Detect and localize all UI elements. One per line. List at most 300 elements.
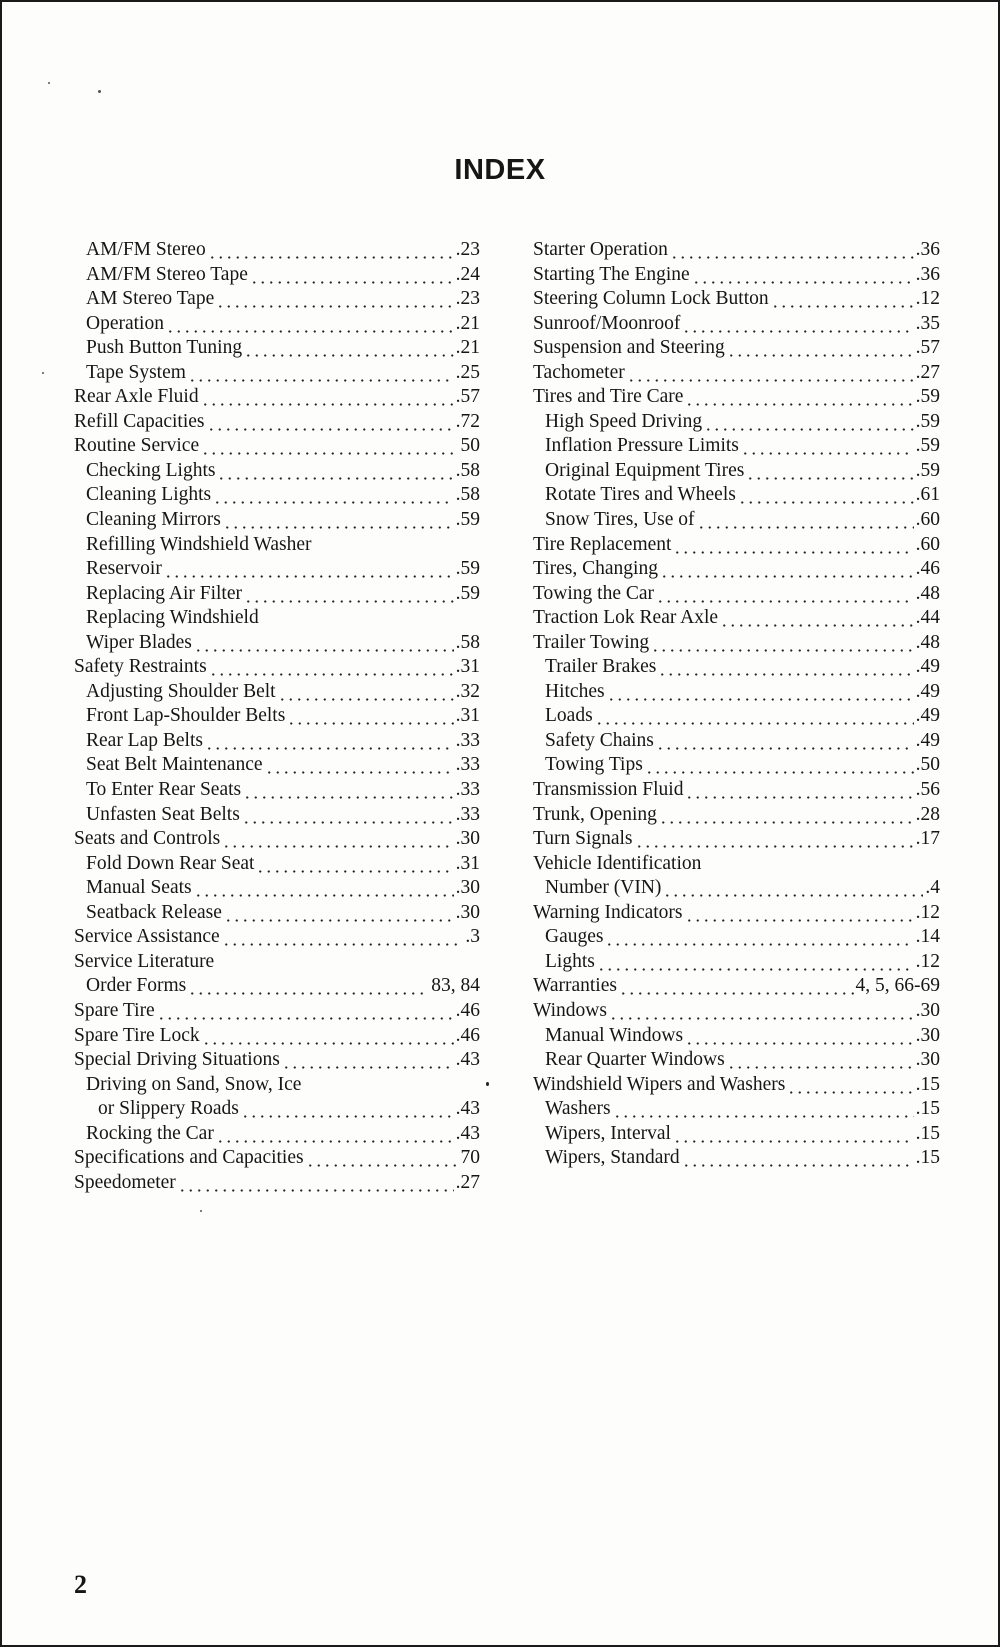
index-entry: [533, 1146, 940, 1171]
dot-leader: [738, 483, 914, 508]
entry-page-number: .48: [915, 582, 940, 604]
index-entry: [74, 655, 480, 680]
index-entry: [74, 950, 480, 975]
index-entry: [74, 704, 480, 729]
entry-page-number: .61: [915, 484, 940, 506]
index-entry: [74, 901, 480, 926]
index-column-left: [74, 238, 480, 1195]
index-entry: [533, 1024, 940, 1049]
index-entry: [533, 753, 940, 778]
index-entry: [74, 680, 480, 705]
index-entry: [533, 1048, 940, 1073]
entry-label: Turn Signals: [533, 828, 633, 850]
index-entry: [74, 263, 480, 288]
entry-label: Safety Chains: [545, 729, 654, 751]
index-entry: [533, 925, 940, 950]
entry-page-number: .12: [915, 288, 940, 310]
entry-page-number: .21: [455, 312, 480, 334]
index-entry: [533, 1073, 940, 1098]
entry-label: AM Stereo Tape: [86, 288, 215, 310]
scan-speck: [98, 90, 101, 93]
scan-speck: [48, 82, 50, 84]
dot-leader: [306, 1146, 459, 1171]
entry-page-number: .59: [915, 386, 940, 408]
index-entry: [533, 631, 940, 656]
index-entry: [74, 1171, 480, 1196]
dot-leader: [685, 1024, 914, 1049]
entry-label: Service Assistance: [74, 926, 220, 948]
entry-label: Tape System: [86, 361, 186, 383]
index-entry: [74, 1073, 480, 1098]
dot-leader: [627, 361, 914, 386]
index-entry: [74, 1024, 480, 1049]
entry-label: Original Equipment Tires: [545, 459, 745, 481]
dot-leader: [194, 631, 454, 656]
dot-leader: [207, 410, 454, 435]
entry-label: Tachometer: [533, 361, 625, 383]
entry-page-number: .49: [915, 729, 940, 751]
dot-leader: [659, 803, 914, 828]
entry-label: Trailer Brakes: [545, 656, 657, 678]
entry-label: Windshield Wipers and Washers: [533, 1073, 786, 1095]
entry-page-number: .30: [915, 999, 940, 1021]
entry-label: Transmission Fluid: [533, 779, 684, 801]
index-entry: [74, 999, 480, 1024]
entry-label: Gauges: [545, 926, 604, 948]
index-entry: [533, 827, 940, 852]
index-entry: [74, 729, 480, 754]
dot-leader: [256, 852, 453, 877]
index-entry: [533, 1097, 940, 1122]
index-entry: [74, 1146, 480, 1171]
index-entry: [533, 483, 940, 508]
index-entry: [533, 238, 940, 263]
index-entry: [533, 287, 940, 312]
dot-leader: [242, 803, 454, 828]
entry-label: Towing the Car: [533, 582, 655, 604]
index-column-right: [533, 238, 940, 1171]
entry-page-number: .59: [915, 410, 940, 432]
entry-page-number: .33: [455, 754, 480, 776]
entry-page-number: .15: [915, 1098, 940, 1120]
entry-page-number: .30: [455, 901, 480, 923]
dot-leader: [658, 655, 913, 680]
entry-page-number: .49: [915, 656, 940, 678]
entry-label: Sunroof/Moonroof: [533, 312, 681, 334]
dot-leader: [201, 434, 458, 459]
index-entry: [533, 312, 940, 337]
entry-page-number: .58: [455, 631, 480, 653]
index-entry: [74, 410, 480, 435]
dot-leader: [201, 385, 454, 410]
index-entry: [533, 459, 940, 484]
dot-leader: [194, 876, 454, 901]
entry-label: Order Forms: [86, 975, 187, 997]
entry-label: Routine Service: [74, 435, 200, 457]
dot-leader: [746, 459, 913, 484]
entry-label: Tire Replacement: [533, 533, 672, 555]
entry-label: Starter Operation: [533, 239, 668, 260]
entry-page-number: .36: [915, 263, 940, 285]
entry-label: Seatback Release: [86, 901, 222, 923]
entry-page-number: .27: [455, 1171, 480, 1193]
entry-page-number: .23: [455, 288, 480, 310]
entry-page-number: .49: [915, 705, 940, 727]
entry-page-number: .27: [915, 361, 940, 383]
entry-page-number: .49: [915, 680, 940, 702]
entry-label: Warranties: [533, 975, 617, 997]
dot-leader: [178, 1171, 454, 1196]
entry-label: Hitches: [545, 680, 605, 702]
entry-page-number: .21: [455, 337, 480, 359]
entry-label: Snow Tires, Use of: [545, 509, 695, 531]
dot-leader: [164, 557, 454, 582]
entry-label: Seat Belt Maintenance: [86, 754, 263, 776]
entry-page-number: .60: [915, 509, 940, 531]
dot-leader: [216, 1122, 454, 1147]
entry-label: Suspension and Steering: [533, 337, 725, 359]
index-entry: [533, 950, 940, 975]
index-entry: [533, 606, 940, 631]
page-number: 2: [74, 1570, 87, 1599]
entry-page-number: .59: [915, 435, 940, 457]
index-entry: [533, 410, 940, 435]
entry-page-number: .46: [455, 999, 480, 1021]
entry-label: Number (VIN): [545, 877, 662, 899]
dot-leader: [241, 1097, 454, 1122]
entry-page-number: .28: [915, 803, 940, 825]
entry-page-number: .30: [455, 828, 480, 850]
entry-page-number: .3: [465, 926, 480, 948]
dot-leader: [635, 827, 914, 852]
dot-leader: [223, 508, 454, 533]
index-entry: [74, 483, 480, 508]
dot-leader: [188, 974, 429, 999]
entry-page-number: .58: [455, 484, 480, 506]
entry-page-number: 4, 5, 66-69: [855, 975, 940, 997]
index-entry: [533, 434, 940, 459]
entry-page-number: .46: [915, 558, 940, 580]
entry-page-number: .60: [915, 533, 940, 555]
dot-leader: [213, 483, 454, 508]
entry-label: Traction Lok Rear Axle: [533, 607, 719, 629]
index-entry: [533, 680, 940, 705]
index-entry: [533, 704, 940, 729]
entry-page-number: .33: [455, 803, 480, 825]
index-entry: [74, 533, 480, 558]
dot-leader: [278, 680, 454, 705]
entry-label: Seats and Controls: [74, 828, 221, 850]
dot-leader: [224, 901, 454, 926]
dot-leader: [663, 876, 923, 901]
entry-page-number: .31: [455, 705, 480, 727]
entry-label: Cleaning Mirrors: [86, 509, 221, 531]
dot-leader: [656, 582, 914, 607]
entry-label: Special Driving Situations: [74, 1049, 280, 1071]
dot-leader: [609, 999, 914, 1024]
entry-page-number: .48: [915, 631, 940, 653]
entry-label: Rocking the Car: [86, 1122, 214, 1144]
dot-leader: [720, 606, 914, 631]
entry-page-number: .44: [915, 607, 940, 629]
entry-page-number: .30: [915, 1049, 940, 1071]
entry-page-number: .15: [915, 1073, 940, 1095]
entry-label: High Speed Driving: [545, 410, 703, 432]
dot-leader: [222, 827, 453, 852]
index-entry: [74, 827, 480, 852]
dot-leader: [243, 778, 454, 803]
index-entry: [74, 803, 480, 828]
index-entry: [74, 1122, 480, 1147]
entry-page-number: 70: [460, 1147, 480, 1169]
dot-leader: [250, 263, 454, 288]
index-entry: [74, 631, 480, 656]
entry-label: Adjusting Shoulder Belt: [86, 680, 276, 702]
index-entry: [74, 434, 480, 459]
entry-page-number: .43: [455, 1098, 480, 1120]
entry-page-number: .12: [915, 901, 940, 923]
entry-label: Spare Tire: [74, 999, 155, 1021]
index-entry: [74, 508, 480, 533]
dot-leader: [670, 238, 914, 263]
entry-page-number: .17: [915, 828, 940, 850]
entry-label: Tires and Tire Care: [533, 386, 684, 408]
dot-leader: [727, 1048, 914, 1073]
index-entry: [533, 508, 940, 533]
dot-leader: [771, 287, 914, 312]
entry-label: Rear Quarter Windows: [545, 1049, 725, 1071]
dot-leader: [216, 287, 453, 312]
entry-page-number: .33: [455, 729, 480, 751]
entry-label: Towing Tips: [545, 754, 643, 776]
dot-leader: [209, 655, 454, 680]
entry-page-number: .30: [915, 1024, 940, 1046]
dot-leader: [697, 508, 914, 533]
entry-label: Specifications and Capacities: [74, 1147, 304, 1169]
dot-leader: [282, 1048, 454, 1073]
dot-leader: [202, 1024, 454, 1049]
dot-leader: [685, 901, 914, 926]
entry-label: Rear Axle Fluid: [74, 386, 199, 408]
entry-page-number: .12: [915, 950, 940, 972]
index-entry: [533, 361, 940, 386]
entry-page-number: .32: [455, 680, 480, 702]
entry-label: Rotate Tires and Wheels: [545, 484, 736, 506]
entry-label: Replacing Windshield: [86, 607, 259, 629]
entry-label: Operation: [86, 312, 164, 334]
entry-label: Starting The Engine: [533, 263, 690, 285]
entry-label: Fold Down Rear Seat: [86, 852, 255, 874]
entry-label: Cleaning Lights: [86, 484, 212, 506]
index-entry: [74, 1048, 480, 1073]
dot-leader: [673, 1122, 914, 1147]
entry-label: Checking Lights: [86, 459, 216, 481]
entry-label: To Enter Rear Seats: [86, 779, 242, 801]
dot-leader: [619, 974, 854, 999]
entry-page-number: 83, 84: [431, 975, 480, 997]
entry-label: Loads: [545, 705, 593, 727]
entry-label: Warning Indicators: [533, 901, 683, 923]
entry-page-number: .43: [455, 1122, 480, 1144]
entry-label: Replacing Air Filter: [86, 582, 242, 604]
dot-leader: [704, 410, 914, 435]
dot-leader: [217, 459, 453, 484]
index-entry: [533, 263, 940, 288]
dot-leader: [222, 925, 464, 950]
index-entry: [74, 974, 480, 999]
dot-leader: [682, 312, 913, 337]
dot-leader: [656, 729, 914, 754]
index-entry: [533, 557, 940, 582]
dot-leader: [660, 557, 914, 582]
entry-page-number: .50: [915, 754, 940, 776]
index-entry: [74, 385, 480, 410]
dot-leader: [208, 238, 454, 263]
index-entry: [533, 876, 940, 901]
entry-page-number: .57: [455, 386, 480, 408]
index-entry: [74, 606, 480, 631]
entry-page-number: .59: [455, 558, 480, 580]
dot-leader: [188, 361, 454, 386]
entry-page-number: .72: [455, 410, 480, 432]
entry-label: AM/FM Stereo Tape: [86, 263, 248, 285]
entry-page-number: .15: [915, 1147, 940, 1169]
index-entry: [74, 557, 480, 582]
entry-label: Manual Seats: [86, 877, 192, 899]
index-entry: [533, 778, 940, 803]
entry-page-number: 50: [460, 435, 480, 457]
dot-leader: [595, 704, 914, 729]
index-entry: [533, 1122, 940, 1147]
entry-page-number: .24: [455, 263, 480, 285]
entry-page-number: .58: [455, 459, 480, 481]
entry-page-number: .25: [455, 361, 480, 383]
index-entry: [74, 852, 480, 877]
entry-label: Trunk, Opening: [533, 803, 657, 825]
index-entry: [74, 876, 480, 901]
entry-page-number: .14: [915, 926, 940, 948]
index-entry: [533, 901, 940, 926]
scan-speck: [200, 1210, 202, 1212]
dot-leader: [682, 1146, 914, 1171]
dot-leader: [607, 680, 914, 705]
entry-page-number: .33: [455, 779, 480, 801]
dot-leader: [692, 263, 914, 288]
entry-label: Refilling Windshield Washer: [86, 533, 312, 555]
entry-page-number: .59: [915, 459, 940, 481]
index-entry: [533, 974, 940, 999]
entry-page-number: .57: [915, 337, 940, 359]
dot-leader: [244, 336, 454, 361]
entry-label: Front Lap-Shoulder Belts: [86, 705, 286, 727]
entry-page-number: .31: [455, 852, 480, 874]
entry-page-number: .36: [915, 239, 940, 260]
entry-label: Rear Lap Belts: [86, 729, 203, 751]
entry-label: Speedometer: [74, 1171, 176, 1193]
scan-speck: [486, 1082, 489, 1086]
entry-label: Lights: [545, 950, 595, 972]
index-entry: [74, 238, 480, 263]
dot-leader: [597, 950, 914, 975]
entry-label: Reservoir: [86, 558, 162, 580]
index-entry: [533, 803, 940, 828]
index-entry: [74, 312, 480, 337]
index-entry: [74, 336, 480, 361]
index-entry: [74, 459, 480, 484]
entry-label: Wipers, Standard: [545, 1147, 680, 1169]
dot-leader: [205, 729, 454, 754]
dot-leader: [685, 385, 913, 410]
index-entry: [533, 385, 940, 410]
dot-leader: [265, 753, 454, 778]
dot-leader: [645, 753, 914, 778]
entry-label: Washers: [545, 1098, 611, 1120]
entry-page-number: .56: [915, 779, 940, 801]
entry-label: Tires, Changing: [533, 558, 658, 580]
dot-leader: [157, 999, 454, 1024]
entry-label: Push Button Tuning: [86, 337, 243, 359]
index-entry: [533, 999, 940, 1024]
entry-label: Steering Column Lock Button: [533, 288, 769, 310]
index-entry: [533, 533, 940, 558]
entry-page-number: .23: [455, 239, 480, 260]
entry-label: Wipers, Interval: [545, 1122, 671, 1144]
scan-speck: [42, 372, 44, 374]
entry-label: Refill Capacities: [74, 410, 205, 432]
entry-label: Vehicle Identification: [533, 852, 702, 874]
entry-label: Trailer Towing: [533, 631, 650, 653]
page-title: INDEX: [454, 154, 546, 186]
dot-leader: [287, 704, 453, 729]
dot-leader: [605, 925, 913, 950]
entry-label: Wiper Blades: [86, 631, 192, 653]
entry-label: Inflation Pressure Limits: [545, 435, 739, 457]
dot-leader: [673, 533, 913, 558]
index-entry: [74, 287, 480, 312]
dot-leader: [244, 582, 454, 607]
dot-leader: [685, 778, 913, 803]
entry-page-number: .30: [455, 877, 480, 899]
entry-label: Windows: [533, 999, 607, 1021]
entry-page-number: .35: [915, 312, 940, 334]
dot-leader: [166, 312, 454, 337]
index-entry: [74, 1097, 480, 1122]
entry-label: AM/FM Stereo: [86, 239, 206, 260]
index-entry: [533, 582, 940, 607]
entry-page-number: .31: [455, 656, 480, 678]
index-entry: [74, 778, 480, 803]
dot-leader: [613, 1097, 914, 1122]
index-entry: [533, 336, 940, 361]
index-entry: [74, 753, 480, 778]
dot-leader: [727, 336, 914, 361]
dot-leader: [787, 1073, 913, 1098]
entry-page-number: .59: [455, 582, 480, 604]
entry-label: Manual Windows: [545, 1024, 684, 1046]
entry-page-number: .46: [455, 1024, 480, 1046]
index-entry: [74, 582, 480, 607]
index-entry: [533, 852, 940, 877]
entry-label: Driving on Sand, Snow, Ice: [86, 1073, 302, 1095]
index-entry: [533, 655, 940, 680]
dot-leader: [741, 434, 914, 459]
entry-label: Unfasten Seat Belts: [86, 803, 240, 825]
index-entry: [74, 361, 480, 386]
entry-page-number: .15: [915, 1122, 940, 1144]
entry-label: Spare Tire Lock: [74, 1024, 200, 1046]
entry-page-number: .4: [925, 877, 940, 899]
entry-label: or Slippery Roads: [98, 1098, 239, 1120]
